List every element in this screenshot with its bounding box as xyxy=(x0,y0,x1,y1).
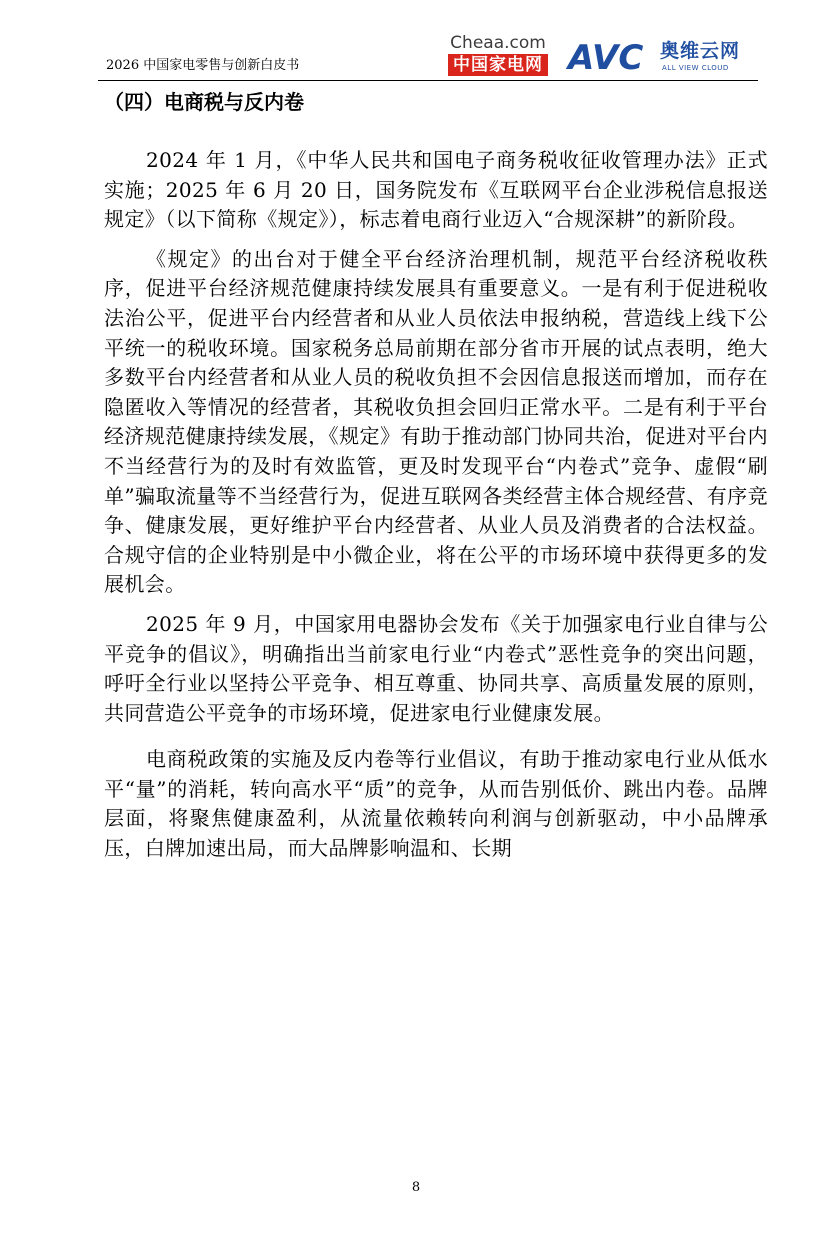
page-number: 8 xyxy=(411,1180,421,1195)
avc-logo-mark: AVC xyxy=(568,38,644,78)
cheaa-logo xyxy=(444,34,552,78)
document-title: 2026 中国家电零售与创新白皮书 xyxy=(106,58,300,73)
cheaa-logo-domain: Cheaa.com xyxy=(450,33,546,53)
section-body xyxy=(104,146,768,864)
page-header xyxy=(98,34,758,82)
avc-logo-en-name: ALL VIEW CLOUD xyxy=(662,64,729,72)
section-heading: （四）电商税与反内卷 xyxy=(104,90,304,114)
paragraph-3: 2025 年 9 月，中国家用电器协会发布《关于加强家电行业自律与公平竞争的倡议》，明确指出当前家电行业“内卷式”恶性竞争的突出问题，呼吁全行业以坚持公平竞争、相互尊重、协同共享、高质量发展的原则，共同营造公平竞争的市场环境，促进家电行业健康发展。 xyxy=(104,611,768,725)
cheaa-logo-cn-name: 中国家电网 xyxy=(448,54,548,76)
paragraph-2: 《规定》的出台对于健全平台经济治理机制，规范平台经济税收秩序，促进平台经济规范健康持续发展具有重要意义。一是有利于促进税收法治公平，促进平台内经营者和从业人员依法申报纳税，营造线上线下公平统一的税收环境。国家税务总局前期在部分省市开展的试点表明，绝大多数平台内经营者和从业人员的税收负担不会因信息报送而增加，而存在隐匿收入等情况的经营者，其税收负担会回归正常水平。二是有利于平台经济规范健康持续发展，《规定》有助于推动部门协同共治，促进对平台内不当经营行为的及时有效监管，更及时发现平台“内卷式”竞争、虚假“刷单”骗取流量等不当经营行为，促进互联网各类经营主体合规经营、有序竞争、健康发展，更好维护平台内经营者、从业人员及消费者的合法权益。合规守信的企业特别是中小微企业，将在公平的市场环境中获得更多的发展机会。 xyxy=(104,246,768,597)
avc-logo xyxy=(568,36,758,78)
avc-logo-cn-name: 奥维云网 xyxy=(660,40,741,62)
paragraph-1: 2024 年 1 月，《中华人民共和国电子商务税收征收管理办法》正式实施；2025 年 6 月 20 日，国务院发布《互联网平台企业涉税信息报送规定》（以下简称《规定》），标志着电商行业迈入“合规深耕”的新阶段。 xyxy=(104,148,768,232)
paragraph-4: 电商税政策的实施及反内卷等行业倡议，有助于推动家电行业从低水平“量”的消耗，转向高水平“质”的竞争，从而告别低价、跳出内卷。品牌层面，将聚焦健康盈利，从流量依赖转向利润与创新驱动，中小品牌承压，白牌加速出局，而大品牌影响温和、长期 xyxy=(104,747,768,861)
header-divider xyxy=(98,80,758,81)
